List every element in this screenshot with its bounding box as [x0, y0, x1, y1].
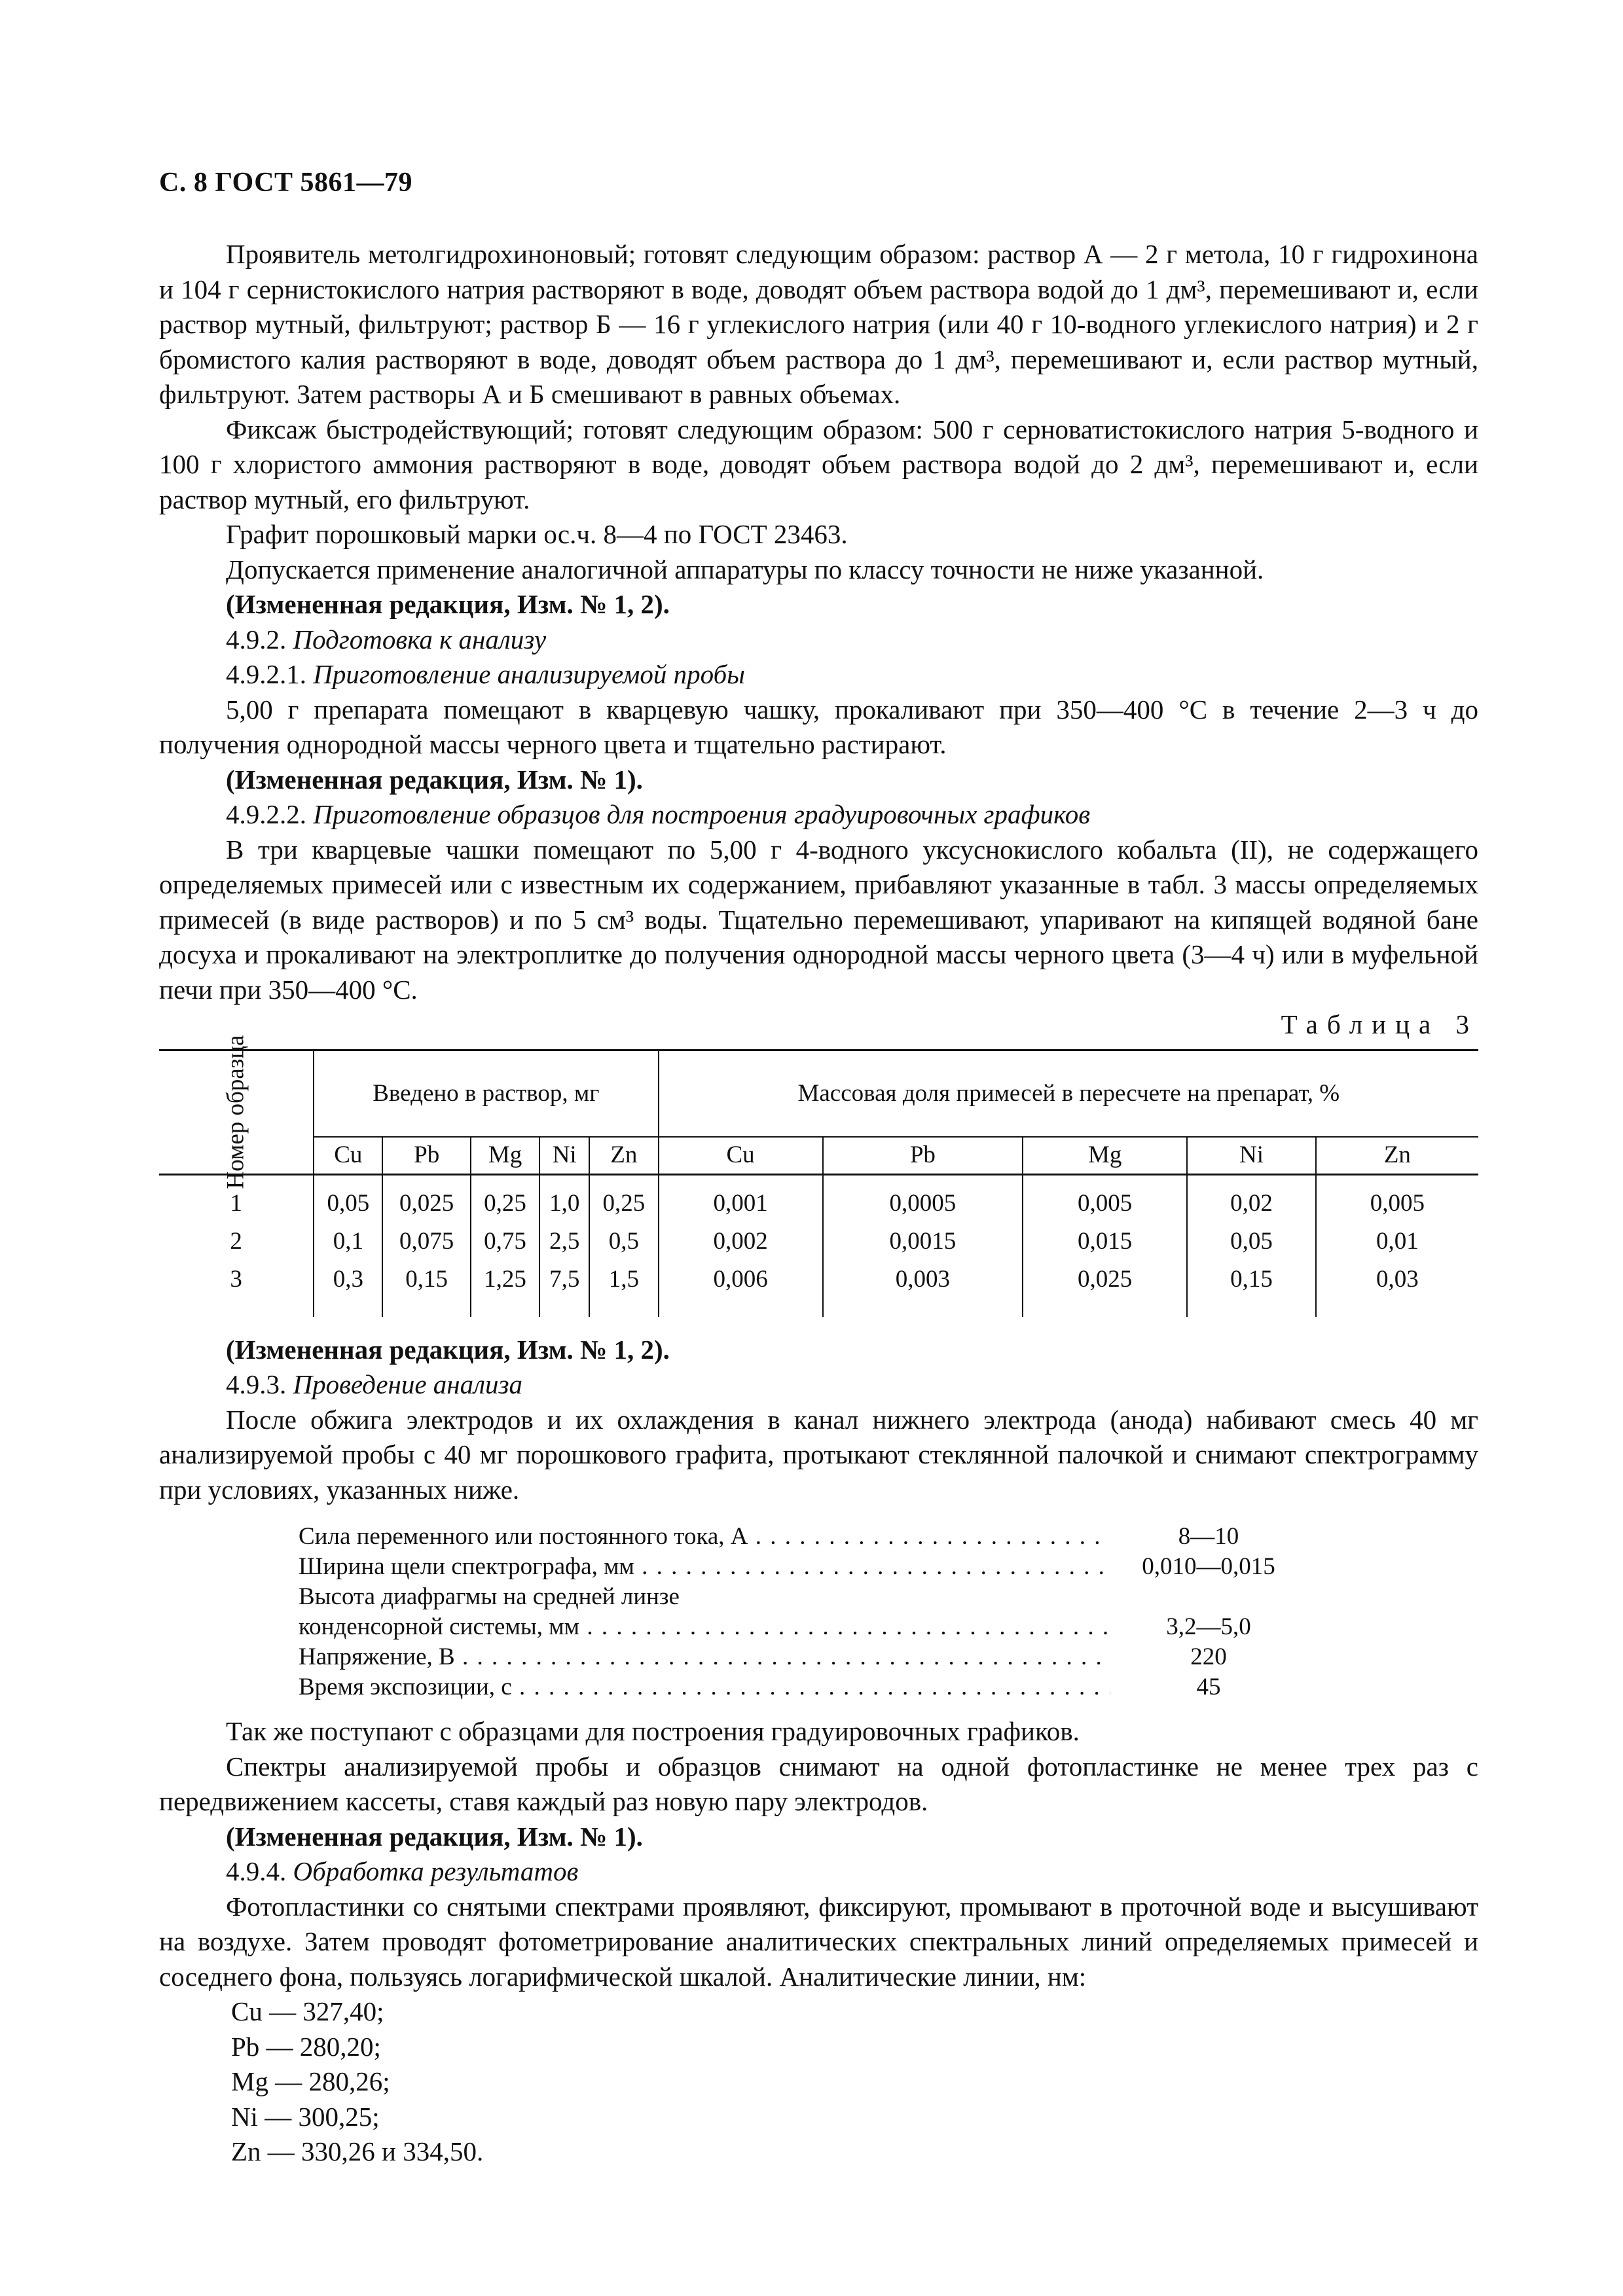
- paragraph-sample-prep: 5,00 г препарата помещают в кварцевую чашку, прокаливают при 350—400 °С в течение 2—3 ч до получения однородной массы черного цвета и тщательно растирают.: [159, 694, 1478, 759]
- column-header-number: [159, 1035, 314, 1189]
- condition-row: [299, 1642, 1307, 1672]
- page-header: С. 8 ГОСТ 5861—79: [159, 168, 413, 198]
- paragraph-spectra: Спектры анализируемой пробы и образцов снимают на одной фотопластинке не менее трех раз с передвижением кассеты, ставя каждый раз новую пару электродов.: [159, 1751, 1478, 1816]
- column-group-mass-fraction: Массовая доля примесей в пересчете на препарат, %: [659, 1050, 1478, 1137]
- table-cell: 0,01: [1316, 1223, 1478, 1261]
- condition-value: 45: [1196, 1674, 1221, 1700]
- table-cell: 0,003: [823, 1261, 1023, 1299]
- table-cell: 0,3: [314, 1261, 382, 1299]
- section-title: Приготовление образцов для построения градуировочных графиков: [313, 799, 1091, 829]
- condition-label: Время экспозиции, с . . .: [299, 1672, 1110, 1702]
- table-cell: 2,5: [539, 1223, 589, 1261]
- analytical-line-zn: Zn — 330,26 и 334,50.: [231, 2136, 484, 2166]
- amendment-note-1: (Измененная редакция, Изм. № 1, 2).: [226, 589, 670, 619]
- section-title: Проведение анализа: [293, 1369, 523, 1399]
- table-row: [159, 1223, 1478, 1261]
- table-cell: 0,03: [1316, 1261, 1478, 1299]
- table-cell: 0,75: [471, 1223, 539, 1261]
- section-number: 4.9.2.: [226, 624, 293, 655]
- condition-label: Высота диафрагмы на средней линзе: [299, 1583, 680, 1610]
- section-title: Подготовка к анализу: [293, 624, 547, 655]
- paragraph-fixer: Фиксаж быстродействующий; готовят следующим образом: 500 г серноватистокислого натрия 5-водного и 100 г хлористого аммония растворяют в воде, доводят объем раствора водой до 2 дм³, перемешивают и, если раствор мутный, его фильтруют.: [159, 414, 1478, 514]
- condition-label: конденсорной системы, мм . . .: [299, 1612, 1110, 1642]
- table-cell: 0,001: [659, 1174, 823, 1223]
- table-cell: 0,02: [1187, 1174, 1316, 1223]
- column-header-element: Mg: [1023, 1137, 1187, 1175]
- table-cell: 0,25: [471, 1174, 539, 1223]
- table-cell: 0,25: [589, 1174, 658, 1223]
- paragraph-calibration-samples: В три кварцевые чашки помещают по 5,00 г 4-водного уксуснокислого кобальта (II), не содержащего определяемых примесей или с известным их содержанием, прибавляют указанные в табл. 3 массы определяемых примесей (в виде растворов) и по 5 см³ воды. Тщательно перемешивают, упаривают на кипящей водяной бане досуха и прокаливают на электроплитке до получения однородной массы черного цвета (3—4 ч) или в муфельной печи при 350—400 °С.: [159, 834, 1478, 1005]
- table-cell: 0,025: [1023, 1261, 1187, 1299]
- analytical-line-mg: Mg — 280,26;: [231, 2066, 390, 2096]
- analytical-line-pb: Pb — 280,20;: [231, 2031, 381, 2062]
- table-cell: 0,015: [1023, 1223, 1187, 1261]
- table-cell: 3: [230, 1265, 242, 1293]
- paragraph-analysis: После обжига электродов и их охлаждения в канал нижнего электрода (анода) набивают смесь 40 мг анализируемой пробы с 40 мг порошкового графита, протыкают стеклянной палочкой и снимают спектрограмму при условиях, указанных ниже.: [159, 1404, 1478, 1505]
- column-header-number-text: Номер образца: [222, 1035, 249, 1189]
- amendment-note-3: (Измененная редакция, Изм. № 1, 2).: [226, 1334, 670, 1365]
- condition-label: Напряжение, В . . .: [299, 1642, 1110, 1672]
- table-cell: 0,006: [659, 1261, 823, 1299]
- condition-value: 8—10: [1178, 1523, 1239, 1550]
- table-row: [159, 1174, 1478, 1223]
- table-cell: 1,25: [471, 1261, 539, 1299]
- table-row: [159, 1261, 1478, 1299]
- table-cell: 0,15: [382, 1261, 470, 1299]
- condition-value: 3,2—5,0: [1166, 1613, 1251, 1640]
- table-cell: 0,0015: [823, 1223, 1023, 1261]
- section-4-9-4: [159, 1854, 1478, 1890]
- paragraph-equipment: Допускается применение аналогичной аппаратуры по классу точности не ниже указанной.: [226, 554, 1264, 584]
- table-cell: 0,15: [1187, 1261, 1316, 1299]
- section-4-9-2: [159, 622, 1478, 658]
- condition-value: 220: [1190, 1643, 1227, 1670]
- table-label: Таблица 3: [1281, 1009, 1478, 1039]
- column-header-element: Cu: [314, 1137, 382, 1175]
- analytical-line-ni: Ni — 300,25;: [231, 2101, 380, 2132]
- column-header-element: Pb: [382, 1137, 470, 1175]
- condition-label: Сила переменного или постоянного тока, А . . .: [299, 1522, 1110, 1552]
- conditions-list: [299, 1522, 1307, 1702]
- table-cell: 0,1: [314, 1223, 382, 1261]
- condition-label: Ширина щели спектрографа, мм . . .: [299, 1552, 1110, 1582]
- column-header-element: Cu: [659, 1137, 823, 1175]
- paragraph-photo-processing: Фотопластинки со снятыми спектрами проявляют, фиксируют, промывают в проточной воде и высушивают на воздухе. Затем проводят фотометрирование аналитических спектральных линий определяемых примесей и соседнего фона, пользуясь логарифмической шкалой. Аналитические линии, нм:: [159, 1891, 1478, 1992]
- table-cell: 0,075: [382, 1223, 470, 1261]
- condition-row: [299, 1612, 1307, 1642]
- table-cell: 1,5: [589, 1261, 658, 1299]
- column-header-element: Ni: [1187, 1137, 1316, 1175]
- condition-value: [1110, 1582, 1307, 1612]
- table-cell: 0,05: [1187, 1223, 1316, 1261]
- table-cell: 0,5: [589, 1223, 658, 1261]
- table-cell: 2: [230, 1227, 242, 1255]
- section-number: 4.9.4.: [226, 1856, 293, 1886]
- document-body: [159, 237, 1478, 2170]
- column-header-element: Mg: [471, 1137, 539, 1175]
- table-cell: 1: [230, 1189, 242, 1217]
- table-cell: 0,05: [314, 1174, 382, 1223]
- column-header-element: Zn: [589, 1137, 658, 1175]
- condition-row: [299, 1672, 1307, 1702]
- column-header-element: Ni: [539, 1137, 589, 1175]
- section-4-9-3: [159, 1367, 1478, 1403]
- column-header-element: Zn: [1316, 1137, 1478, 1175]
- amendment-note-4: (Измененная редакция, Изм. № 1).: [226, 1821, 643, 1852]
- table-cell: 0,0005: [823, 1174, 1023, 1223]
- section-number: 4.9.2.1.: [226, 659, 314, 689]
- condition-row: [299, 1582, 1307, 1612]
- column-header-element: Pb: [823, 1137, 1023, 1175]
- section-title: Обработка результатов: [293, 1856, 579, 1886]
- table-3: [159, 1035, 1478, 1317]
- table-spacer-row: [159, 1299, 1478, 1317]
- condition-row: [299, 1522, 1307, 1552]
- section-4-9-2-1: [159, 657, 1478, 692]
- paragraph-developer: Проявитель метолгидрохиноновый; готовят следующим образом: раствор А — 2 г метола, 10 г гидрохинона и 104 г сернистокислого натрия растворяют в воде, доводят объем раствора водой до 1 дм³, перемешивают и, если раствор мутный, фильтруют; раствор Б — 16 г углекислого натрия (или 40 г 10-водного углекислого натрия) и 2 г бромистого калия растворяют в воде, доводят объем раствора до 1 дм³, перемешивают и, если раствор мутный, фильтруют. Затем растворы А и Б смешивают в равных объемах.: [159, 239, 1478, 409]
- analytical-line-cu: Cu — 327,40;: [231, 1996, 384, 2026]
- section-4-9-2-2: [159, 797, 1478, 833]
- paragraph-same-procedure: Так же поступают с образцами для построения градуировочных графиков.: [226, 1716, 1080, 1746]
- section-number: 4.9.3.: [226, 1369, 293, 1399]
- paragraph-graphite: Графит порошковый марки ос.ч. 8—4 по ГОСТ 23463.: [226, 519, 848, 549]
- section-number: 4.9.2.2.: [226, 799, 314, 829]
- table-cell: 7,5: [539, 1261, 589, 1299]
- table-cell: 0,005: [1316, 1174, 1478, 1223]
- table-cell: 1,0: [539, 1174, 589, 1223]
- condition-row: [299, 1552, 1307, 1582]
- table-cell: 0,005: [1023, 1174, 1187, 1223]
- column-group-introduced: Введено в раствор, мг: [314, 1050, 658, 1137]
- section-title: Приготовление анализируемой пробы: [313, 659, 745, 689]
- table-cell: 0,002: [659, 1223, 823, 1261]
- amendment-note-2: (Измененная редакция, Изм. № 1).: [226, 764, 643, 795]
- condition-value: 0,010—0,015: [1142, 1553, 1275, 1580]
- table-cell: 0,025: [382, 1174, 470, 1223]
